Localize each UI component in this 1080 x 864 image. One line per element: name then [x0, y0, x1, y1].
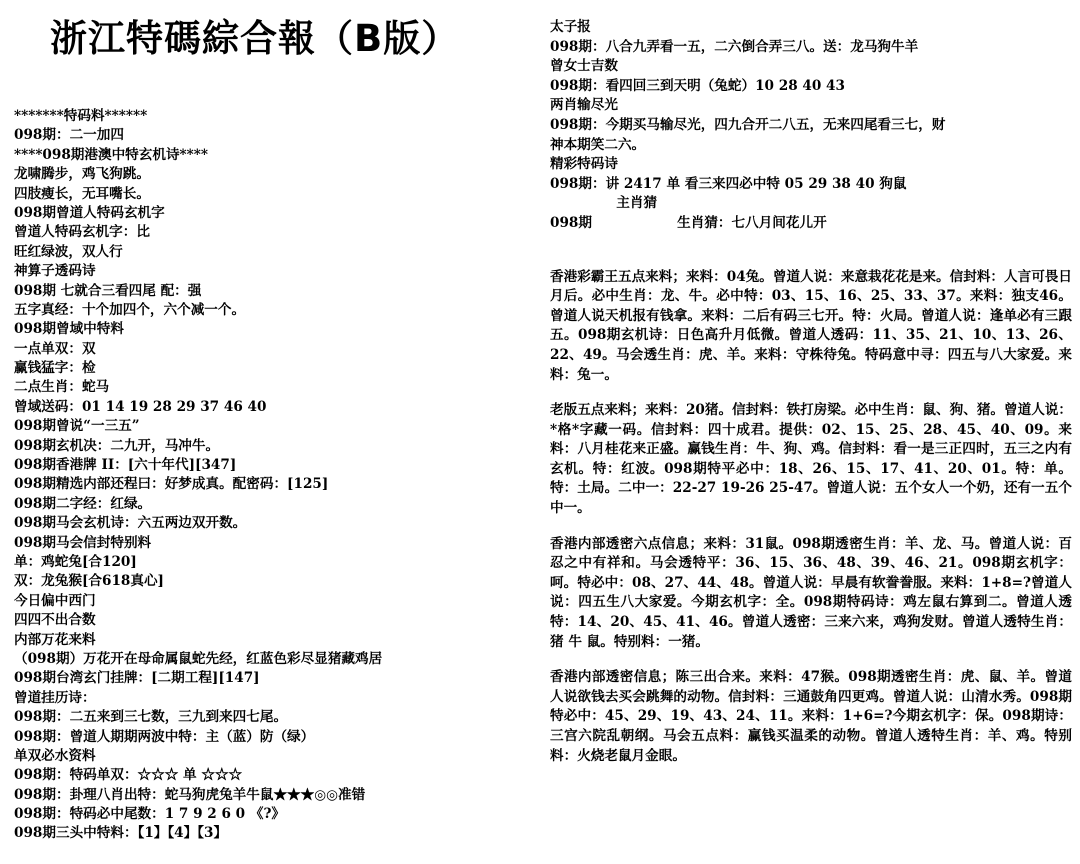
- left-line: 098期：特码单双：☆☆☆ 单 ☆☆☆: [14, 767, 243, 784]
- info-paragraph: [550, 535, 1072, 653]
- right-line: 098期：八合九弄看一五，二六倒合弄三八。送：龙马狗牛羊: [550, 38, 919, 55]
- left-line: 098期马会信封特别料: [14, 534, 152, 551]
- page-title: 浙江特碼綜合報（B版）: [50, 17, 460, 60]
- left-line: 曾道挂历诗：: [14, 689, 96, 706]
- left-line: 旺红绿波，双人行: [14, 243, 123, 260]
- left-line: 单双必水资料: [14, 747, 96, 764]
- right-line: 098期：讲 2417 单 看三来四必中特 05 29 38 40 狗鼠: [550, 175, 907, 192]
- paragraph-text: 香港内部透密信息；陈三出合来。来料：47猴。098期透密生肖：虎、鼠、羊。曾道人说欲钱去买会跳舞的动物。信封料：三通鼓角四更鸡。曾道人说：山清水秀。098期特必中：45、29、19、43、24、11。来料：1+6=?今期玄机字：保。098期诗：三宫六院乱朝纲。马会五点料：赢钱买温柔的动物。曾道人透特生肖：羊、鸡。特别料：火烧老鼠月金眼。: [550, 669, 1072, 764]
- right-line: 098期：看四回三到天明（兔蛇）10 28 40 43: [550, 77, 845, 94]
- left-line: 内部万花来料: [14, 631, 96, 648]
- left-line: 二点生肖：蛇马: [14, 379, 110, 396]
- left-line: 098期：二一加四: [14, 127, 124, 144]
- left-line: 098期三头中特料：【1】【4】【3】: [14, 825, 228, 842]
- paragraph-text: 香港彩霸王五点来料；来料：04兔。曾道人说：来意栽花花是来。信封料：人言可畏日月后。必中生肖：龙、牛。必中特：03、15、16、25、33、37。来料：独支46。曾道人说天机报有钱拿。来料：二后有码三七开。特：火局。曾道人说：逢单必有三跟五。098期玄机诗：日色高升月低微。曾道人透码：11、35、21、10、13、26、22、49。马会透生肖：虎、羊。来料：守株待兔。特码意中寻：四五与八大家爱。来料：兔一。: [550, 268, 1072, 383]
- left-line: 曾域送码：01 14 19 28 29 37 46 40: [14, 398, 267, 415]
- left-line: 098期曾道人特码玄机字: [14, 204, 165, 221]
- right-line: 神本期笑二六。: [550, 136, 646, 153]
- info-paragraph: [550, 668, 1072, 766]
- right-line: 098期：今期买马输尽光，四九合开二八五，无来四尾看三七，财: [550, 116, 946, 133]
- left-line: 098期曾说“一三五”: [14, 418, 140, 435]
- left-line: 098期：二五来到三七数，三九到来四七尾。: [14, 709, 288, 726]
- left-line: 098期曾域中特料: [14, 321, 124, 338]
- left-line: 单：鸡蛇兔[合120]: [14, 553, 137, 570]
- right-line: 曾女士吉数: [550, 58, 618, 75]
- left-line: 双：龙兔猴[合618真心]: [14, 573, 164, 590]
- left-line: 098期：特码必中尾数：1 7 9 2 6 0 《?》: [14, 806, 286, 823]
- left-line: 五字真经：十个加四个，六个减一个。: [14, 301, 246, 318]
- left-line: 神算子透码诗: [14, 263, 96, 280]
- left-line: 098期马会玄机诗：六五两边双开数。: [14, 515, 247, 532]
- right-line-list: [550, 18, 1072, 766]
- left-line: 一点单双：双: [14, 340, 96, 357]
- left-line: 098期台湾玄门挂牌：[二期工程][147]: [14, 670, 260, 687]
- info-paragraph: [550, 268, 1072, 386]
- left-line: 098期二字经：红绿。: [14, 495, 152, 512]
- section-spacer: [550, 234, 1072, 252]
- right-line: 精彩特码诗: [550, 156, 618, 173]
- left-line: ****098期港澳中特玄机诗****: [14, 146, 208, 163]
- left-line: 098期：曾道人期期两波中特：主（蓝）防（绿）: [14, 728, 315, 745]
- paragraph-text: 老版五点来料；来料：20猪。信封料：铁打房梁。必中生肖：鼠、狗、猪。曾道人说：*格*字藏一码。信封料：四十成君。提供：02、15、25、28、45、40、09。来料：八月桂花来正盛。赢钱生肖：牛、狗、鸡。信封料：看一是三正四时，五三之内有玄机。特：红波。098期特平必中：18、26、15、17、41、20、01。特：单。特：土局。二中一：22-27 19-26 25-47。曾道人说：五个女人一个奶，还有一五个中一。: [550, 402, 1072, 517]
- left-line-list: [14, 107, 534, 844]
- right-line: 098期 生肖猜：七八月间花儿开: [550, 214, 827, 231]
- left-line: 赢钱猛字：检: [14, 360, 96, 377]
- left-line: 098期 七就合三看四尾 配：强: [14, 282, 202, 299]
- left-line: 098期玄机决：二九开，马冲牛。: [14, 437, 220, 454]
- left-line: 098期：卦理八肖出特：蛇马狗虎兔羊牛鼠★★★◎◎准错: [14, 786, 366, 803]
- right-line: 主肖猜: [550, 195, 658, 212]
- left-line: 098期香港牌 II：[六十年代][347]: [14, 457, 237, 474]
- left-line: 曾道人特码玄机字：比: [14, 224, 150, 241]
- left-line: 098期精选内部还程曰：好梦成真。配密码：[125]: [14, 476, 329, 493]
- info-paragraph: [550, 401, 1072, 519]
- left-line: 龙啸腾步，鸡飞狗跳。: [14, 166, 150, 183]
- left-line: *******特码料******: [14, 108, 148, 124]
- left-line: （098期）万花开在母命属鼠蛇先经，红蓝色彩尽显猪藏鸡居: [14, 650, 383, 667]
- right-line: 太子报: [550, 19, 591, 35]
- left-line: 四肢瘦长，无耳嘴长。: [14, 185, 150, 202]
- left-line: 今日偏中西门: [14, 592, 96, 609]
- left-line: 四四不出合数: [14, 612, 96, 629]
- right-line: 两肖输尽光: [550, 97, 618, 114]
- paragraph-text: 香港内部透密六点信息；来料：31鼠。098期透密生肖：羊、龙、马。曾道人说：百忍之中有祥和。马会透特平：36、15、36、48、39、46、21。098期玄机字：呵。特必中：08、27、44、48。曾道人说：早晨有软誊誊服。来料：1+8=?曾道人说：四五生八大家爱。今期玄机字：全。098期特码诗：鸡左鼠右算到二。曾道人透特：14、20、45、41、46。曾道人透密：三来六来，鸡狗发财。曾道人透特生肖：猪 牛 鼠。特别料：一猪。: [550, 535, 1072, 650]
